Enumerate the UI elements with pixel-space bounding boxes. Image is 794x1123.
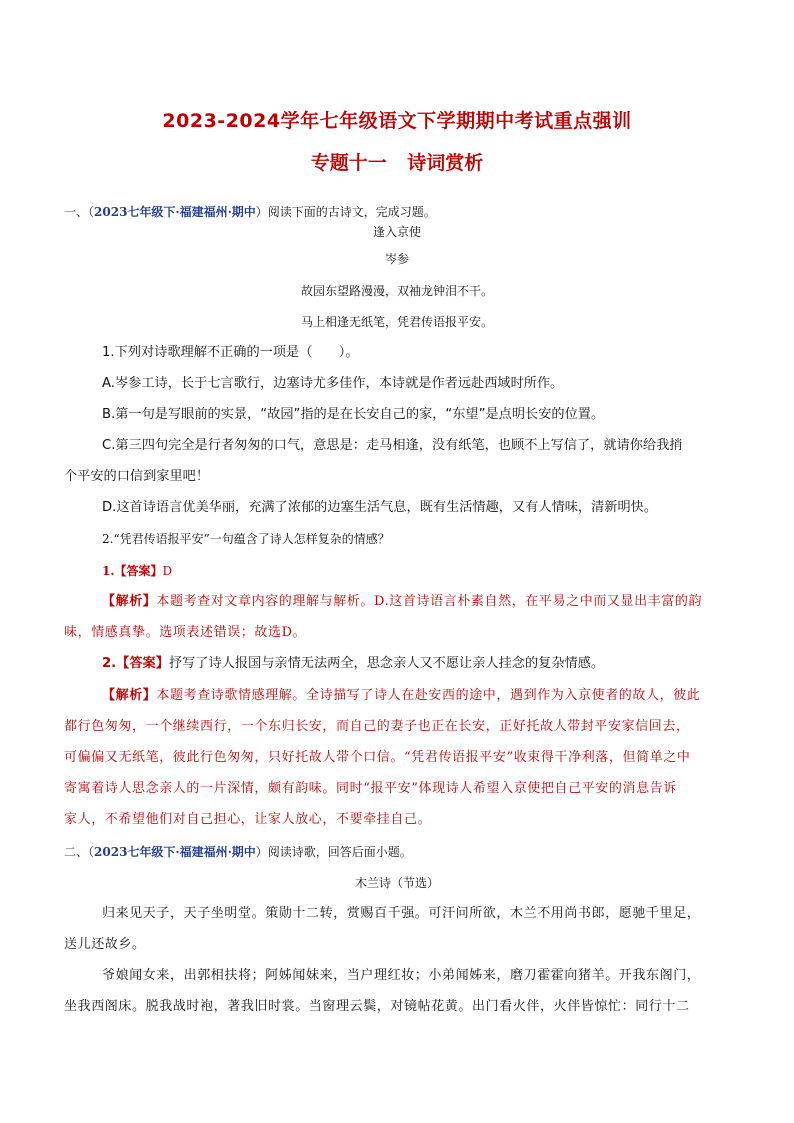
option-a: A.岑参工诗，长于七言歌行，边塞诗尤多佳作，本诗就是作者远赴西域时所作。 xyxy=(102,376,564,391)
option-b: B.第一句是写眼前的实景，“故园”指的是在长安自己的家，“东望”是点明长安的位置。 xyxy=(102,407,605,422)
section1-heading: 一、（2023七年级下·福建福州·期中）阅读下面的古诗文，完成习题。 xyxy=(64,205,436,219)
page-subtitle: 专题十一 诗词赏析 xyxy=(310,152,484,174)
poem1-line: 马上相逢无纸笔，凭君传语报平安。 xyxy=(300,315,493,329)
analysis-1-cont: 味，情感真挚。选项表述错误；故选D。 xyxy=(64,625,307,640)
poem2-paragraph: 归来见天子，天子坐明堂。策勋十二转，赏赐百千强。可汗问所欲，木兰不用尚书郎，愿驰千里足， xyxy=(102,906,701,921)
poem2-paragraph-cont: 坐我西阁床。脱我战时袍，著我旧时裳。当窗理云鬓，对镜帖花黄。出门看火伴，火伴皆惊忙：同行十二 xyxy=(64,999,690,1014)
poem2-paragraph: 爷娘闻女来，出郭相扶将；阿姊闻妹来，当户理红妆；小弟闻姊来，磨刀霍霍向猪羊。开我东阁门， xyxy=(102,968,701,983)
poem1-title: 逢入京使 xyxy=(372,225,421,239)
poem1-author: 岑参 xyxy=(384,252,409,266)
answer-2: 2.【答案】抒写了诗人报国与亲情无法两全，思念亲人又不愿让亲人挂念的复杂情感。 xyxy=(102,656,605,671)
page-title: 2023-2024学年七年级语文下学期期中考试重点强训 xyxy=(162,110,632,132)
option-d: D.这首诗语言优美华丽，充满了浓郁的边塞生活气息，既有生活情趣，又有人情味，清新明快。 xyxy=(102,500,658,515)
poem2-paragraph-cont: 送儿还故乡。 xyxy=(64,937,146,952)
analysis-1: 【解析】本题考查对文章内容的理解与解析。D.这首诗语言朴素自然，在平易之中而又显出丰富的韵 xyxy=(102,594,703,609)
analysis-2-cont: 家人，不希望他们对自己担心，让家人放心，不要牵挂自己。 xyxy=(64,812,432,827)
analysis-2-cont: 都行色匆匆，一个继续西行，一个东归长安，而自己的妻子也正在长安，正好托故人带封平安家信回去， xyxy=(64,719,690,734)
question-1: 1.下列对诗歌理解不正确的一项是（ ）。 xyxy=(102,345,359,360)
answer-1: 1.【答案】D xyxy=(102,564,173,578)
poem1-line: 故园东望路漫漫，双袖龙钟泪不干。 xyxy=(300,284,493,298)
section2-source: 2023七年级下·福建福州·期中 xyxy=(94,845,256,859)
question-2: 2.“凭君传语报平安”一句蕴含了诗人怎样复杂的情感？ xyxy=(102,532,390,546)
section1-source: 2023七年级下·福建福州·期中 xyxy=(94,205,256,219)
poem2-title: 木兰诗（节选） xyxy=(354,876,439,890)
analysis-2: 【解析】本题考查诗歌情感理解。全诗描写了诗人在赴安西的途中，遇到作为入京使者的故人，彼此 xyxy=(102,688,701,703)
analysis-2-cont: 寄寓着诗人思念亲人的一片深情，颇有韵味。同时“报平安”体现诗人希望入京使把自己平安的消息告诉 xyxy=(64,781,677,796)
analysis-2-cont: 可偏偏又无纸笔，彼此行色匆匆，只好托故人带个口信。“凭君传语报平安”收束得干净利落，但简单之中 xyxy=(64,750,691,765)
option-c-cont: 个平安的口信到家里吧！ xyxy=(64,469,210,484)
option-c: C.第三四句完全是行者匆匆的口气，意思是：走马相逢，没有纸笔，也顾不上写信了，就请你给我捎 xyxy=(102,438,683,453)
section2-heading: 二、（2023七年级下·福建福州·期中）阅读诗歌，回答后面小题。 xyxy=(64,845,412,859)
